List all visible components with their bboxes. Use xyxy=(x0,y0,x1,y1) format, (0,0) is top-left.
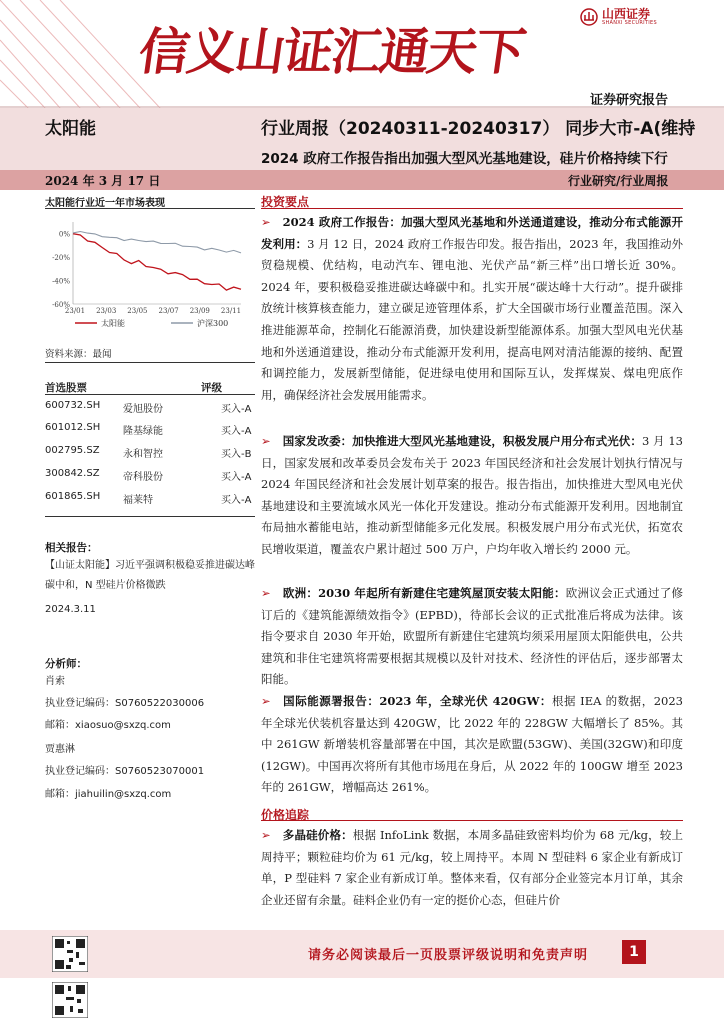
document-type: 行业研究/行业周报 xyxy=(568,174,669,188)
related-report-date: 2024.3.11 xyxy=(45,604,96,615)
point-text: 根据 InfoLink 数据，本周多晶硅致密料均价为 68 元/kg，较上周持平；颗粒硅均价为 61 元/kg，较上周持平。本周 N 型硅料 6 家企业有新成订单，P 型硅料 7 家企业有新成订单。整体来看，仅有部分企业签完本月订单，其余企业还留有余量。硅料企业仍有一定的挺价心态，但硅片价 xyxy=(261,828,683,907)
point-text: 欧洲议会正式通过了修订后的《建筑能源绩效指令》(EPBD)，待部长会议的正式批准后将成为法律。该指令要求自 2030 年开始，欧盟所有新建住宅建筑均须采用屋顶太阳能供电，公共建筑和非住宅建筑将需要根据其规模以及针对技术、经济性的评估后，逐步部署太阳能。 xyxy=(261,586,684,687)
stock-row xyxy=(45,491,255,506)
report-type: 证券研究报告 xyxy=(590,93,669,108)
stock-row xyxy=(45,400,255,415)
x-tick-label: 23/05 xyxy=(127,307,148,315)
bullet-arrow-icon: ➢ xyxy=(261,434,271,448)
analyst-name: 肖索 xyxy=(45,676,65,687)
bullet-arrow-icon: ➢ xyxy=(261,586,271,600)
stock-rating: 买入-A xyxy=(221,495,252,506)
point-lead: 国际能源署报告：2023 年，全球光伏 420GW： xyxy=(282,694,552,708)
stock-name: 永和智控 xyxy=(123,449,163,460)
sector-name: 太阳能 xyxy=(45,119,96,139)
bullet-arrow-icon: ➢ xyxy=(261,828,271,842)
stock-rating: 买入-B xyxy=(221,449,252,460)
stock-header-col2: 评级 xyxy=(201,382,222,394)
company-logo xyxy=(580,8,657,26)
y-tick-label: -40% xyxy=(52,277,70,286)
x-tick-label: 23/03 xyxy=(96,307,117,315)
key-point-3 xyxy=(261,583,683,691)
point-text: 3 月 12 日，2024 政府工作报告印发。报告指出，2023 年，我国推动外贸稳规模、优结构，电动汽车、锂电池、光伏产品“新三样”出口增长近 30%。2024 年，要积极稳妥推进碳达峰碳中和。扎实开展“碳达峰十大行动”。提升碳排放统计核算核查能力，建立碳足迹管理体系，扩大全国碳市场行业覆盖范围。深入推进能源革命，控制化石能源消费，加快建设新型能源体系。加强大型风电光伏基地和外送通道建设，推动分布式能源开发利用，提高电网对清洁能源的接纳、配置和调控能力，发展新型储能，促进绿电使用和国际互认，发挥煤炭、煤电兜底作用，确保经济社会发展用能需求。 xyxy=(261,236,683,402)
stock-rating: 买入-A xyxy=(221,404,252,415)
divider xyxy=(45,208,255,209)
point-lead: 2024 政府工作报告：加强大型风光基地和外送通道建设，推动分布式能源开发利用： xyxy=(261,215,683,251)
stock-name: 帝科股份 xyxy=(123,472,163,483)
report-title: 行业周报（20240311-20240317） 同步大市-A(维持 xyxy=(261,119,696,139)
bullet-arrow-icon: ➢ xyxy=(261,215,271,229)
divider xyxy=(45,516,255,517)
stock-code: 601865.SH xyxy=(45,491,101,502)
key-point-4 xyxy=(261,691,683,799)
point-lead: 多晶硅价格： xyxy=(282,828,353,842)
stock-row xyxy=(45,445,255,460)
stock-name: 爱旭股份 xyxy=(123,404,163,415)
legend-label: 太阳能 xyxy=(101,319,125,328)
analyst-license: 执业登记编码：S0760522030006 xyxy=(45,698,205,709)
analyst-email[interactable]: 邮箱：xiaosuo@sxzq.com xyxy=(45,720,171,731)
stock-row xyxy=(45,468,255,483)
y-tick-label: -60% xyxy=(52,301,70,309)
divider xyxy=(261,208,683,209)
stock-code: 002795.SZ xyxy=(45,445,100,456)
stock-rating: 买入-A xyxy=(221,426,252,437)
related-report-link[interactable]: 【山证太阳能】习近平强调积极稳妥推进碳达峰碳中和，N 型硅片价格微跌 xyxy=(45,560,255,591)
analyst-license: 执业登记编码：S0760523070001 xyxy=(45,766,205,777)
series-line-hs300 xyxy=(73,232,241,253)
stock-header-col1: 首选股票 xyxy=(45,382,87,394)
stock-name: 福莱特 xyxy=(123,495,153,506)
stock-code: 300842.SZ xyxy=(45,468,100,479)
x-tick-label: 23/01 xyxy=(64,307,86,315)
analysts-title: 分析师： xyxy=(45,658,87,670)
price-point xyxy=(261,825,683,915)
related-reports-title: 相关报告： xyxy=(45,542,98,554)
divider xyxy=(45,362,255,363)
logo-english: SHANXI SECURITIES xyxy=(602,20,657,26)
stock-code: 600732.SH xyxy=(45,400,101,411)
y-tick-label: -20% xyxy=(52,254,70,263)
report-subtitle: 2024 政府工作报告指出加强大型风光基地建设，硅片价格持续下行 xyxy=(261,151,668,167)
x-tick-label: 23/11 xyxy=(220,307,242,315)
page-number: 1 xyxy=(622,940,646,964)
x-tick-label: 23/09 xyxy=(189,307,210,315)
analyst-name: 贾惠淋 xyxy=(45,744,75,755)
stock-code: 601012.SH xyxy=(45,422,101,433)
chart-source: 资料来源：最闻 xyxy=(45,349,112,360)
header-slogan: 信义山证汇通天下 xyxy=(135,22,528,81)
divider xyxy=(45,394,255,395)
section-title: 投资要点 xyxy=(261,195,310,209)
logo-chinese: 山西证券 xyxy=(602,7,651,21)
stock-name: 隆基绿能 xyxy=(123,426,163,437)
point-lead: 欧洲：2030 年起所有新建住宅建筑屋顶安装太阳能： xyxy=(282,586,566,600)
stock-rating: 买入-A xyxy=(221,472,252,483)
section-title: 价格追踪 xyxy=(261,808,310,822)
qr-code-icon xyxy=(52,982,88,1018)
key-point-2 xyxy=(261,431,683,561)
analyst-email[interactable]: 邮箱：jiahuilin@sxzq.com xyxy=(45,789,172,800)
report-date: 2024 年 3 月 17 日 xyxy=(45,174,161,188)
disclaimer-text: 请务必阅读最后一页股票评级说明和免责声明 xyxy=(308,948,589,963)
legend-label: 沪深300 xyxy=(197,319,229,328)
stock-table-header xyxy=(45,380,245,395)
point-text: 3 月 13 日，国家发展和改革委员会发布关于 2023 年国民经济和社会发展计划执行情况与 2024 年国民经济和社会发展计划草案的报告。报告指出，加快推进大型风电光伏基地建设和主要流域水风光一体化开发建设。推动分布式能源开发利用。因地制宜布局抽水蓄能电站，推动新型储能多元化发展。积极发展户用分布式光伏，拓宽农民增收渠道，覆盖农户累计超过 500 万户，户均年收入增长约 2000 元。 xyxy=(261,434,683,556)
logo-mark-icon xyxy=(580,8,598,26)
key-point-1 xyxy=(261,212,683,406)
point-lead: 国家发改委：加快推进大型风光基地建设，积极发展户用分布式光伏： xyxy=(282,434,642,448)
y-tick-label: 0% xyxy=(58,230,70,239)
x-tick-label: 23/07 xyxy=(158,307,179,315)
performance-chart xyxy=(45,214,250,338)
stock-row xyxy=(45,422,255,437)
divider xyxy=(261,820,683,821)
chart-title: 太阳能行业近一年市场表现 xyxy=(45,198,165,209)
qr-code-icon xyxy=(52,936,88,972)
point-text: 根据 IEA 的数据，2023 年全球光伏装机容量达到 420GW，比 2022 年的 228GW 大幅增长了 85%。其中 261GW 新增装机容量部署在中国，其次是欧盟(53GW)、美国(32GW)和印度(12GW)。中国再次将所有其他市场甩在身后，从 2022 年的 100GW 增至 2023 年的 261GW，增幅高达 261%。 xyxy=(261,694,683,795)
bullet-arrow-icon: ➢ xyxy=(261,694,271,708)
